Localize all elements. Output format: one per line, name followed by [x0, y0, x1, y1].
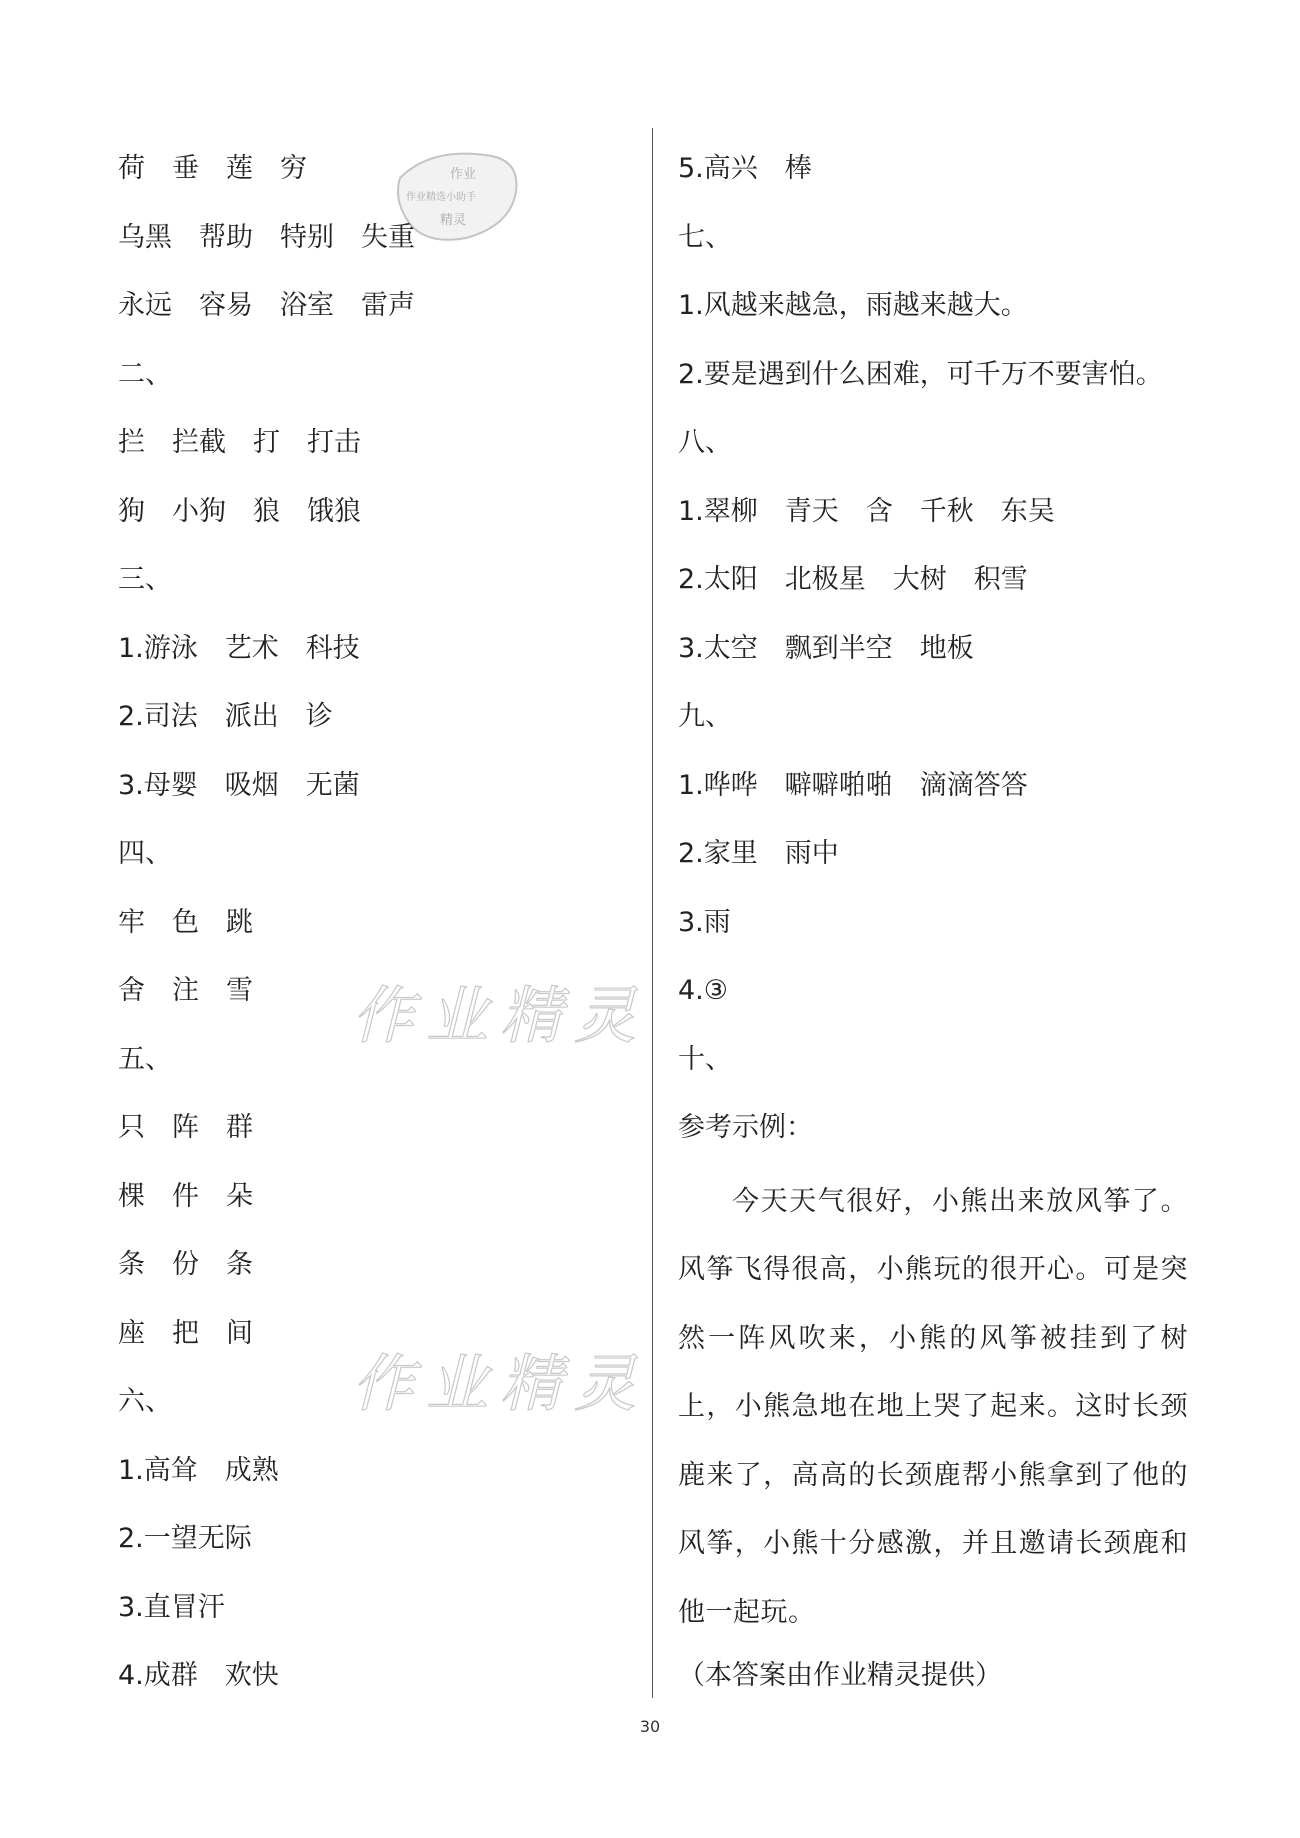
answer-line: 2.要是遇到什么困难，可千万不要害怕。: [678, 358, 1163, 390]
answer-line: 参考示例：: [678, 1112, 813, 1143]
answer-line: 2.司法 派出 诊: [118, 701, 333, 732]
section-heading: 二、: [118, 358, 172, 390]
watermark-text: 作业精灵: [352, 1347, 649, 1420]
svg-text:作业精选小助手: 作业精选小助手: [406, 192, 476, 203]
answer-line: 2.一望无际: [118, 1523, 252, 1554]
answer-line: 1.游泳 艺术 科技: [118, 632, 360, 664]
svg-text:作业: 作业: [450, 167, 477, 182]
svg-text:精灵: 精灵: [440, 213, 467, 228]
column-divider: [652, 128, 653, 1698]
answer-line: 3.直冒汗: [118, 1591, 225, 1623]
section-heading: 六、: [118, 1386, 172, 1417]
answer-line: 狗 小狗 狼 饿狼: [118, 495, 361, 527]
answer-line: 1.哗哗 噼噼啪啪 滴滴答答: [678, 769, 1028, 801]
answer-line: 1.风越来越急，雨越来越大。: [678, 290, 1028, 321]
section-heading: 四、: [118, 838, 172, 869]
answer-line: 座 把 间: [118, 1317, 253, 1349]
answer-line: 只 阵 群: [118, 1112, 253, 1143]
answer-line: 2.家里 雨中: [678, 838, 839, 869]
answer-line: 3.太空 飘到半空 地板: [678, 632, 974, 664]
answer-line: 牢 色 跳: [118, 906, 253, 938]
answer-line: 条 份 条: [118, 1249, 253, 1280]
answer-line: 乌黑 帮助 特别 失重: [118, 221, 415, 253]
answer-line: 3.雨: [678, 906, 731, 938]
answer-line: 4.成群 欢快: [118, 1660, 279, 1691]
answer-line: 2.太阳 北极星 大树 积雪: [678, 564, 1028, 595]
answer-line: 舍 注 雪: [118, 975, 253, 1006]
section-heading: 十、: [678, 1043, 732, 1075]
credit-note: （本答案由作业精灵提供）: [678, 1660, 1002, 1691]
answer-line: 5.高兴 棒: [678, 153, 812, 184]
answer-line: 棵 件 朵: [118, 1180, 253, 1212]
answer-line: 4.③: [678, 975, 728, 1006]
answer-line: 荷 垂 莲 穷: [118, 153, 307, 184]
answer-line: 1.高耸 成熟: [118, 1454, 279, 1486]
section-heading: 三、: [118, 564, 172, 595]
section-heading: 九、: [678, 701, 732, 732]
answer-line: 1.翠柳 青天 含 千秋 东吴: [678, 495, 1055, 527]
section-heading: 七、: [678, 221, 732, 253]
section-heading: 五、: [118, 1043, 172, 1075]
answer-line: 拦 拦截 打 打击: [118, 427, 361, 458]
answer-column-right: [678, 140, 1198, 1716]
answer-line: 3.母婴 吸烟 无菌: [118, 769, 360, 801]
essay-paragraph: 今天天气很好，小熊出来放风筝了。风筝飞得很高，小熊玩的很开心。可是突然一阵风吹来，小熊的风筝被挂到了树上，小熊急地在地上哭了起来。这时长颈鹿来了，高高的长颈鹿帮小熊拿到了他的风筝，小熊十分感激，并且邀请长颈鹿和他一起玩。: [678, 1185, 1188, 1628]
page-number: 30: [639, 1717, 661, 1736]
answer-line: 永远 容易 浴室 雷声: [118, 290, 415, 321]
section-heading: 八、: [678, 427, 732, 458]
watermark-text: 作业精灵: [352, 979, 649, 1052]
answer-column-left: [118, 140, 638, 1716]
